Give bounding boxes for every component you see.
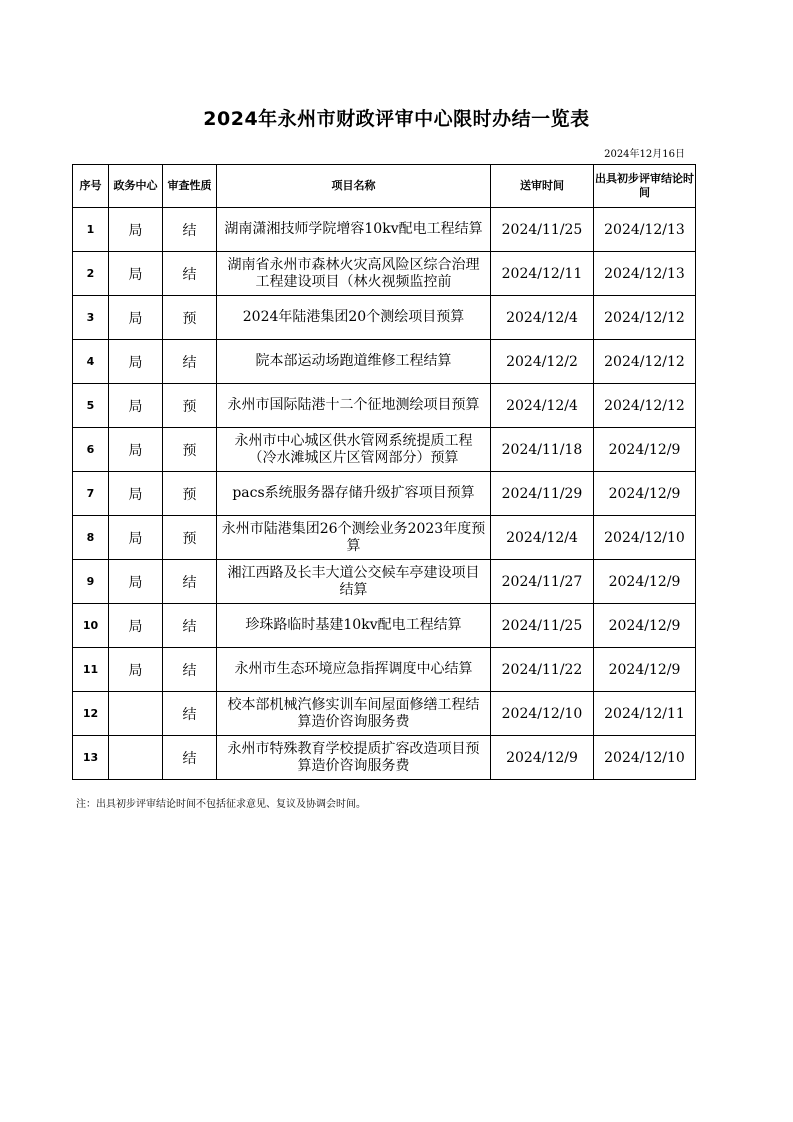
row-submit-time: 2024/11/29 <box>491 472 594 516</box>
row-type: 结 <box>163 560 217 604</box>
row-submit-time: 2024/12/9 <box>491 736 594 780</box>
project-name-text: 湖南省永州市森林火灾高风险区综合治理工程建设项目（林火视频监控前 <box>227 256 480 290</box>
row-submit-time: 2024/12/2 <box>491 340 594 384</box>
header-result-time: 出具初步评审结论时间 <box>594 165 696 208</box>
page-title: 2024年永州市财政评审中心限时办结一览表 <box>203 108 590 130</box>
row-center: 局 <box>109 428 163 472</box>
table-row <box>73 692 696 736</box>
row-submit-time: 2024/11/27 <box>491 560 594 604</box>
row-center: 局 <box>109 648 163 692</box>
row-project-name <box>217 692 491 736</box>
table-row <box>73 736 696 780</box>
table-row <box>73 648 696 692</box>
row-type: 结 <box>163 692 217 736</box>
row-result-time: 2024/12/9 <box>594 604 696 648</box>
row-submit-time: 2024/12/4 <box>491 384 594 428</box>
row-number: 6 <box>73 428 109 472</box>
row-number: 1 <box>73 208 109 252</box>
row-project-name <box>217 428 491 472</box>
row-number: 12 <box>73 692 109 736</box>
project-name-text: 珍珠路临时基建10kv配电工程结算 <box>245 617 462 633</box>
row-submit-time: 2024/12/11 <box>491 252 594 296</box>
table-row <box>73 604 696 648</box>
row-number: 2 <box>73 252 109 296</box>
row-submit-time: 2024/11/25 <box>491 208 594 252</box>
row-center: 局 <box>109 296 163 340</box>
table-row <box>73 560 696 604</box>
row-center: 局 <box>109 604 163 648</box>
row-project-name <box>217 736 491 780</box>
row-center <box>109 692 163 736</box>
row-center: 局 <box>109 516 163 560</box>
header-submit-time: 送审时间 <box>491 165 594 208</box>
row-project-name <box>217 208 491 252</box>
row-result-time: 2024/12/10 <box>594 516 696 560</box>
row-project-name <box>217 648 491 692</box>
row-type: 结 <box>163 736 217 780</box>
row-result-time: 2024/12/10 <box>594 736 696 780</box>
row-project-name <box>217 384 491 428</box>
table-row <box>73 516 696 560</box>
row-submit-time: 2024/11/25 <box>491 604 594 648</box>
review-table <box>72 164 696 780</box>
project-name-text: 永州市生态环境应急指挥调度中心结算 <box>234 661 473 677</box>
row-result-time: 2024/12/12 <box>594 384 696 428</box>
table-row <box>73 340 696 384</box>
row-type: 结 <box>163 604 217 648</box>
row-center: 局 <box>109 472 163 516</box>
row-submit-time: 2024/12/4 <box>491 516 594 560</box>
row-type: 预 <box>163 428 217 472</box>
table-row <box>73 208 696 252</box>
row-project-name <box>217 472 491 516</box>
row-result-time: 2024/12/9 <box>594 472 696 516</box>
report-date: 2024年12月16日 <box>604 149 685 160</box>
row-result-time: 2024/12/13 <box>594 252 696 296</box>
footnote: 注：出具初步评审结论时间不包括征求意见、复议及协调会时间。 <box>76 799 366 810</box>
row-number: 11 <box>73 648 109 692</box>
table-row <box>73 296 696 340</box>
row-center <box>109 736 163 780</box>
row-result-time: 2024/12/9 <box>594 648 696 692</box>
header-row <box>73 165 696 208</box>
row-type: 预 <box>163 472 217 516</box>
row-center: 局 <box>109 208 163 252</box>
row-type: 结 <box>163 648 217 692</box>
project-name-text: 2024年陆港集团20个测绘项目预算 <box>242 309 465 325</box>
row-result-time: 2024/12/11 <box>594 692 696 736</box>
row-project-name <box>217 560 491 604</box>
row-type: 预 <box>163 384 217 428</box>
row-project-name <box>217 604 491 648</box>
header-type: 审查性质 <box>163 165 217 208</box>
row-center: 局 <box>109 384 163 428</box>
row-type: 结 <box>163 252 217 296</box>
header-center: 政务中心 <box>109 165 163 208</box>
row-project-name <box>217 296 491 340</box>
row-project-name <box>217 252 491 296</box>
project-name-text: 永州市中心城区供水管网系统提质工程（冷水滩城区片区管网部分）预算 <box>234 432 473 466</box>
row-project-name <box>217 516 491 560</box>
row-type: 结 <box>163 208 217 252</box>
row-number: 3 <box>73 296 109 340</box>
row-number: 9 <box>73 560 109 604</box>
table-row <box>73 472 696 516</box>
row-center: 局 <box>109 340 163 384</box>
row-type: 预 <box>163 296 217 340</box>
header-project-name: 项目名称 <box>217 165 491 208</box>
row-number: 5 <box>73 384 109 428</box>
row-number: 10 <box>73 604 109 648</box>
project-name-text: 湖南潇湘技师学院增容10kv配电工程结算 <box>224 221 483 237</box>
row-type: 预 <box>163 516 217 560</box>
project-name-text: 永州市陆港集团26个测绘业务2023年度预算 <box>221 520 486 554</box>
project-name-text: pacs系统服务器存储升级扩容项目预算 <box>232 485 475 501</box>
row-result-time: 2024/12/12 <box>594 340 696 384</box>
project-name-text: 湘江西路及长丰大道公交候车亭建设项目结算 <box>227 564 480 598</box>
table-row <box>73 428 696 472</box>
row-type: 结 <box>163 340 217 384</box>
project-name-text: 校本部机械汽修实训车间屋面修缮工程结算造价咨询服务费 <box>227 696 480 730</box>
project-name-text: 院本部运动场跑道维修工程结算 <box>255 353 452 369</box>
row-submit-time: 2024/11/22 <box>491 648 594 692</box>
row-number: 4 <box>73 340 109 384</box>
row-submit-time: 2024/12/4 <box>491 296 594 340</box>
row-result-time: 2024/12/9 <box>594 428 696 472</box>
row-result-time: 2024/12/12 <box>594 296 696 340</box>
table-row <box>73 252 696 296</box>
row-result-time: 2024/12/13 <box>594 208 696 252</box>
row-number: 7 <box>73 472 109 516</box>
row-number: 13 <box>73 736 109 780</box>
row-submit-time: 2024/11/18 <box>491 428 594 472</box>
project-name-text: 永州市国际陆港十二个征地测绘项目预算 <box>227 397 480 413</box>
header-no: 序号 <box>73 165 109 208</box>
row-center: 局 <box>109 560 163 604</box>
row-number: 8 <box>73 516 109 560</box>
project-name-text: 永州市特殊教育学校提质扩容改造项目预算造价咨询服务费 <box>227 740 480 774</box>
table-row <box>73 384 696 428</box>
row-project-name <box>217 340 491 384</box>
row-result-time: 2024/12/9 <box>594 560 696 604</box>
row-center: 局 <box>109 252 163 296</box>
row-submit-time: 2024/12/10 <box>491 692 594 736</box>
